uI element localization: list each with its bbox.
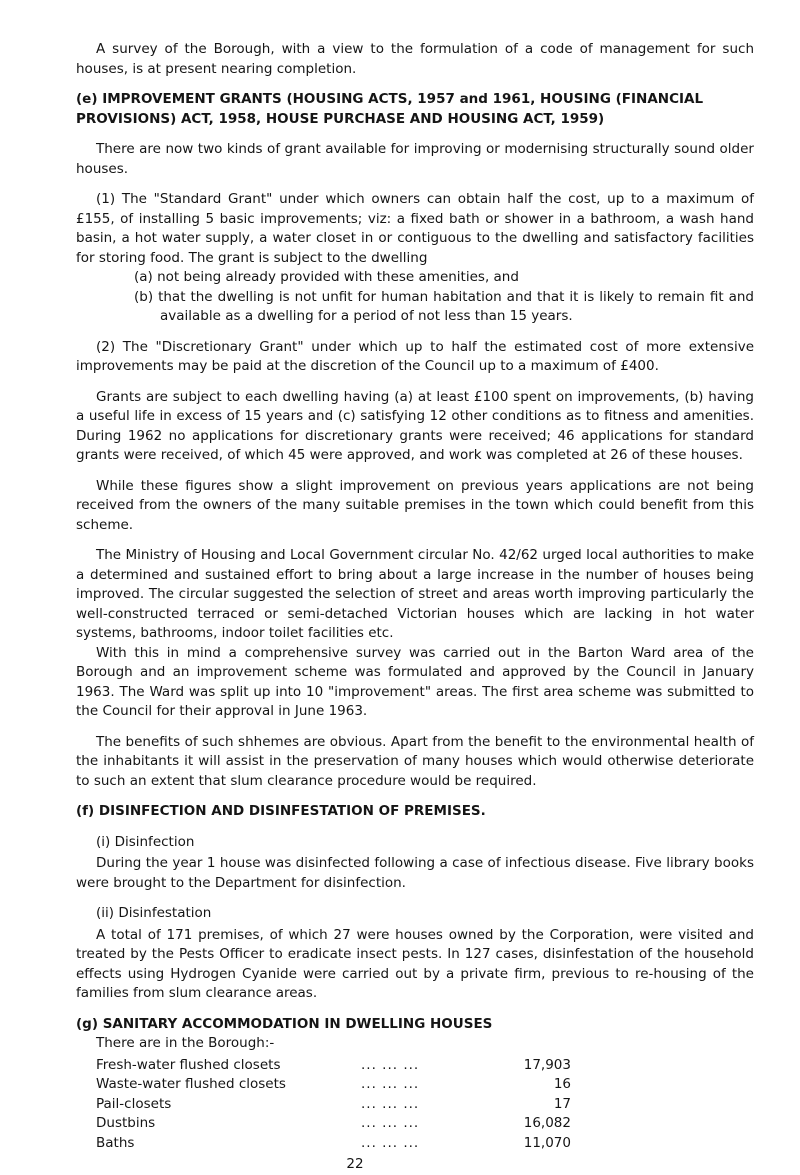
table-row [96,1056,754,1076]
table-row [96,1134,754,1154]
condition-a: (a) not being already provided with these amenities, and [134,269,519,285]
table-row [96,1114,754,1134]
disinfection-paragraph: During the year 1 house was disinfected following a case of infectious disease. Five library books were brought to the Department for disinfection. [76,855,754,891]
sanitary-table [96,1056,754,1154]
row-label: Waste-water flushed closets [96,1076,286,1092]
section-e-paragraph-4: Grants are subject to each dwelling having (a) at least £100 spent on improvements, (b) having a useful life in excess of 15 years and (c) satisfying 12 other conditions as to fitness and amenities. During 1962 no applications for discretionary grants were received; 46 applications for standard grants were received, of which 45 were approved, and work was completed at 26 of these houses. [76,388,754,463]
row-value: 11,070 [523,1134,571,1151]
subsection-disinfection-title: (i) Disinfection [96,833,195,850]
section-g-intro: There are in the Borough:- [96,1035,275,1051]
row-value: 17,903 [523,1056,571,1073]
section-f-heading: (f) DISINFECTION AND DISINFESTATION OF PREMISES. [76,803,486,819]
row-value: 16,082 [523,1115,571,1131]
section-e-paragraph-6: The Ministry of Housing and Local Government circular No. 42/62 urged local authorities to make a determined and sustained effort to bring about a large increase in the number of houses being improved. The circular suggested the selection of street and areas worth improving particularly the well-constructed terraced or semi-detached Victorian houses which are lacking in hot water systems, bathrooms, indoor toilet facilities etc. [76,547,754,641]
section-e-paragraph-1: There are now two kinds of grant available for improving or modernising structurally sound older houses. [76,141,754,177]
section-e-paragraph-2: (1) The "Standard Grant" under which owners can obtain half the cost, up to a maximum of £155, of installing 5 basic improvements; viz: a fixed bath or shower in a bathroom, a wash hand basin, a hot water supply, a water closet in or contiguous to the dwelling and satisfactory facilities for storing food. The grant is subject to the dwelling [76,191,754,266]
dot-leader: ... ... ... [361,1076,420,1092]
row-label: Dustbins [96,1115,156,1131]
disinfestation-paragraph: A total of 171 premises, of which 27 were houses owned by the Corporation, were visited and treated by the Pests Officer to eradicate insect pests. In 127 cases, disinfestation of the household effects using Hydrogen Cyanide were carried out by a private firm, previous to re-housing of the families from slum clearance areas. [76,926,754,1001]
section-g-heading: (g) SANITARY ACCOMMODATION IN DWELLING HOUSES [76,1015,493,1032]
row-value: 17 [553,1095,571,1112]
row-label: Baths [96,1134,135,1151]
subsection-disinfestation-title: (ii) Disinfestation [96,905,212,921]
section-e-paragraph-5: While these figures show a slight improvement on previous years applications are not being received from the owners of the many suitable premises in the town which could benefit from this scheme. [76,477,754,533]
table-row [96,1075,754,1095]
section-e-paragraph-3: (2) The "Discretionary Grant" under which up to half the estimated cost of more extensive improvements may be paid at the discretion of the Council up to a maximum of £400. [76,338,754,374]
intro-paragraph: A survey of the Borough, with a view to the formulation of a code of management for such houses, is at present nearing completion. [76,41,754,77]
dot-leader: ... ... ... [361,1134,420,1151]
section-e-paragraph-8: The benefits of such shhemes are obvious. Apart from the benefit to the environmental health of the inhabitants it will assist in the preservation of many houses which would otherwise deteriorate to such an extent that slum clearance procedure would be required. [76,733,754,789]
dot-leader: ... ... ... [361,1115,420,1131]
table-row [96,1095,754,1115]
page-number: 22 [346,1156,364,1172]
section-e-heading: (e) IMPROVEMENT GRANTS (HOUSING ACTS, 1957 and 1961, HOUSING (FINANCIAL PROVISIONS) ACT, 1958, HOUSE PURCHASE AND HOUSING ACT, 1959) [76,91,704,127]
row-label: Fresh-water flushed closets [96,1056,281,1073]
row-value: 16 [553,1076,571,1092]
dot-leader: ... ... ... [361,1095,420,1112]
condition-b: (b) that the dwelling is not unfit for human habitation and that it is likely to remain fit and available as a dwelling for a period of not less than 15 years. [134,288,754,324]
dot-leader: ... ... ... [361,1056,420,1073]
row-label: Pail-closets [96,1095,172,1112]
document-page [76,40,754,1175]
section-e-paragraph-7: With this in mind a comprehensive survey was carried out in the Barton Ward area of the Borough and an improvement scheme was formulated and approved by the Council in January 1963. The Ward was split up into 10 "improvement" areas. The first area scheme was submitted to the Council for their approval in June 1963. [76,644,754,719]
